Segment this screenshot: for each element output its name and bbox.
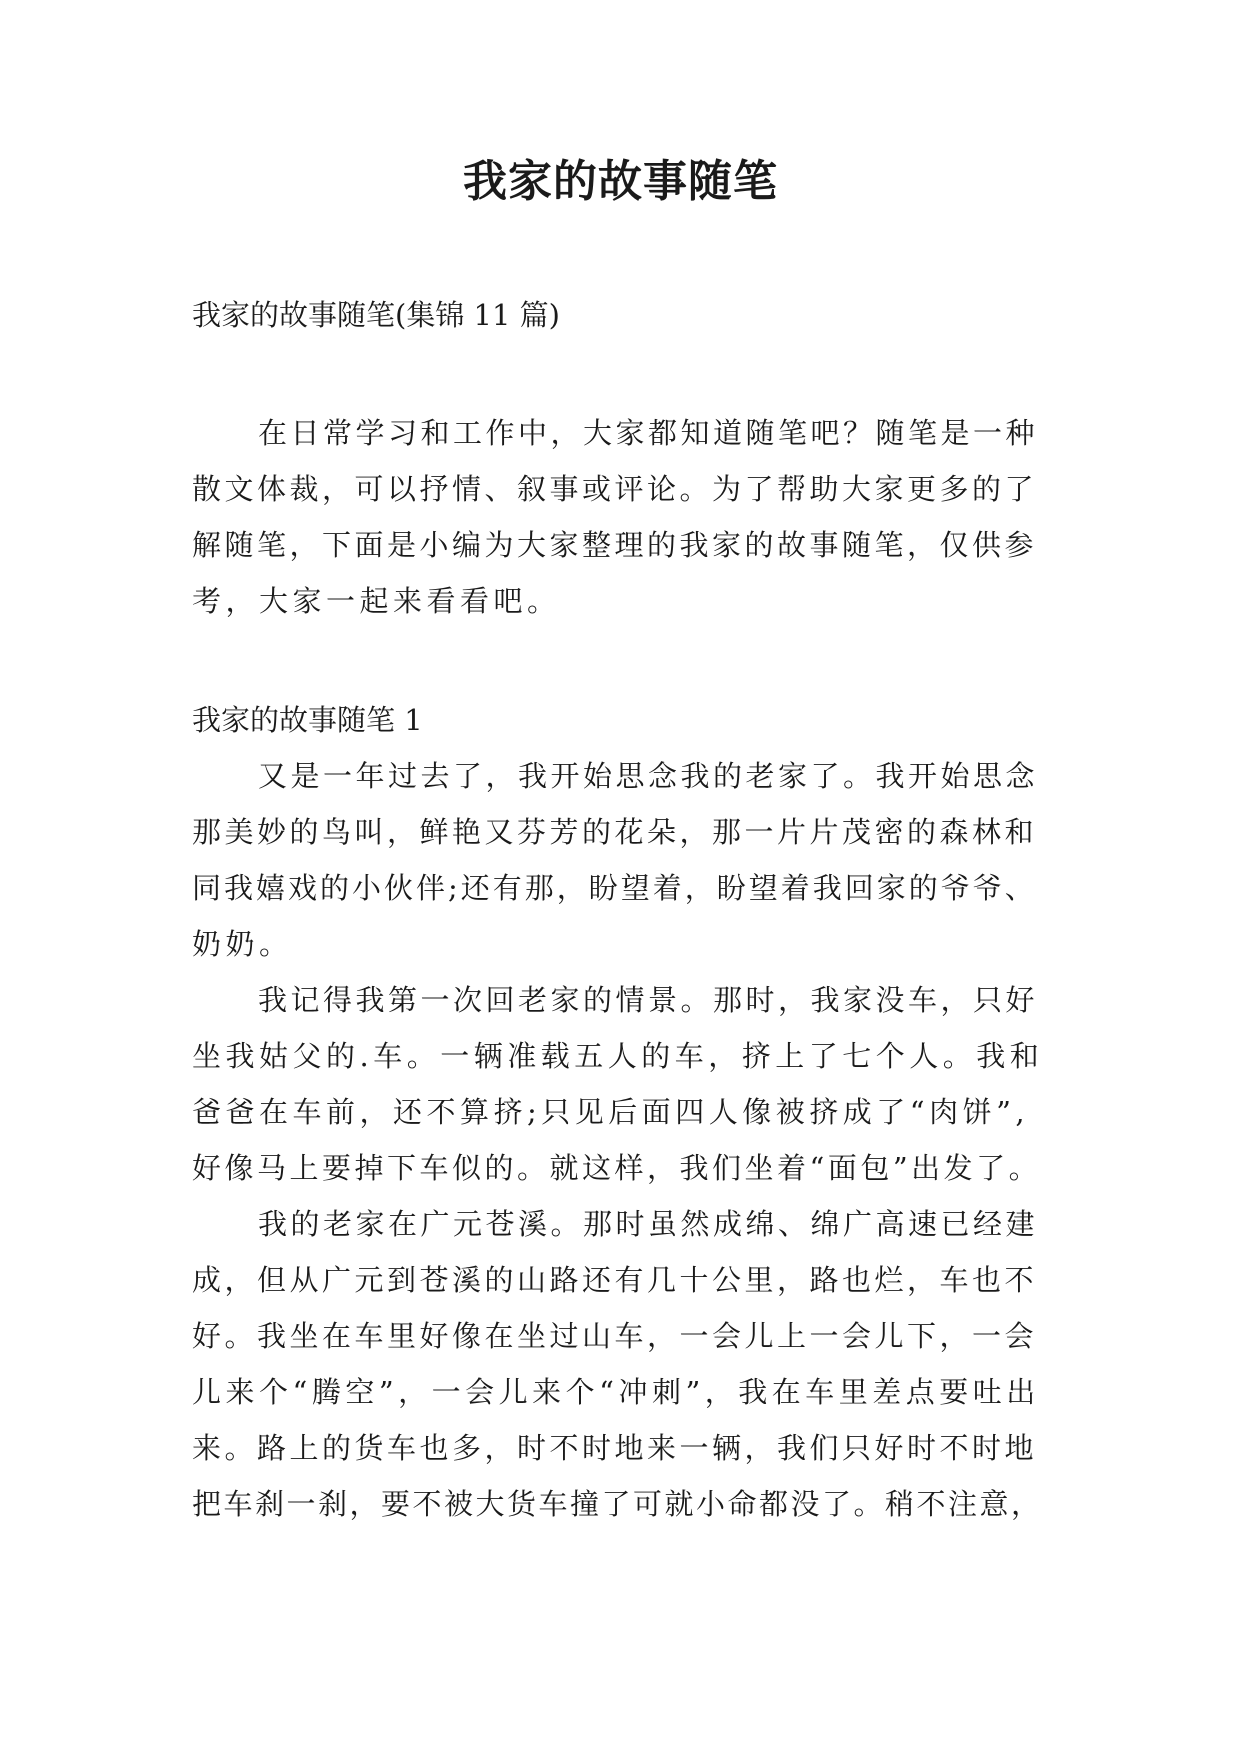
intro-line: 在日常学习和工作中，大家都知道随笔吧？随笔是一种: [258, 416, 1039, 450]
paragraph-line: 我的老家在广元苍溪。那时虽然成绵、绵广高速已经建: [258, 1207, 1039, 1241]
paragraph-line: 好。我坐在车里好像在坐过山车，一会儿上一会儿下，一会: [192, 1319, 1038, 1353]
paragraph-line: 把车刹一刹，要不被大货车撞了可就小命都没了。稍不注意，: [192, 1487, 1043, 1521]
paragraph-line: 爸爸在车前，还不算挤;只见后面四人像被挤成了“肉饼”,: [192, 1095, 1030, 1129]
paragraph-line: 奶奶。: [192, 927, 293, 961]
document-title: 我家的故事随笔: [463, 156, 778, 207]
paragraph-line: 儿来个“腾空”，一会儿来个“冲刺”，我在车里差点要吐出: [192, 1375, 1040, 1409]
paragraph-line: 又是一年过去了，我开始思念我的老家了。我开始思念: [258, 759, 1039, 793]
document-subtitle: 我家的故事随笔(集锦 11 篇): [192, 298, 560, 332]
paragraph-line: 好像马上要掉下车似的。就这样，我们坐着“面包”出发了。: [192, 1151, 1042, 1185]
section-heading: 我家的故事随笔 1: [192, 703, 423, 737]
paragraph-line: 我记得我第一次回老家的情景。那时，我家没车，只好: [258, 983, 1039, 1017]
intro-line: 散文体裁，可以抒情、叙事或评论。为了帮助大家更多的了: [192, 472, 1038, 506]
intro-line: 考，大家一起来看看吧。: [192, 584, 561, 618]
paragraph-line: 同我嬉戏的小伙伴;还有那，盼望着，盼望着我回家的爷爷、: [192, 871, 1037, 905]
paragraph-line: 那美妙的鸟叫，鲜艳又芬芳的花朵，那一片片茂密的森林和: [192, 815, 1038, 849]
paragraph-line: 来。路上的货车也多，时不时地来一辆，我们只好时不时地: [192, 1431, 1038, 1465]
paragraph-line: 坐我姑父的.车。一辆准载五人的车，挤上了七个人。我和: [192, 1039, 1044, 1073]
intro-line: 解随笔，下面是小编为大家整理的我家的故事随笔，仅供参: [192, 528, 1038, 562]
paragraph-line: 成，但从广元到苍溪的山路还有几十公里，路也烂，车也不: [192, 1263, 1038, 1297]
